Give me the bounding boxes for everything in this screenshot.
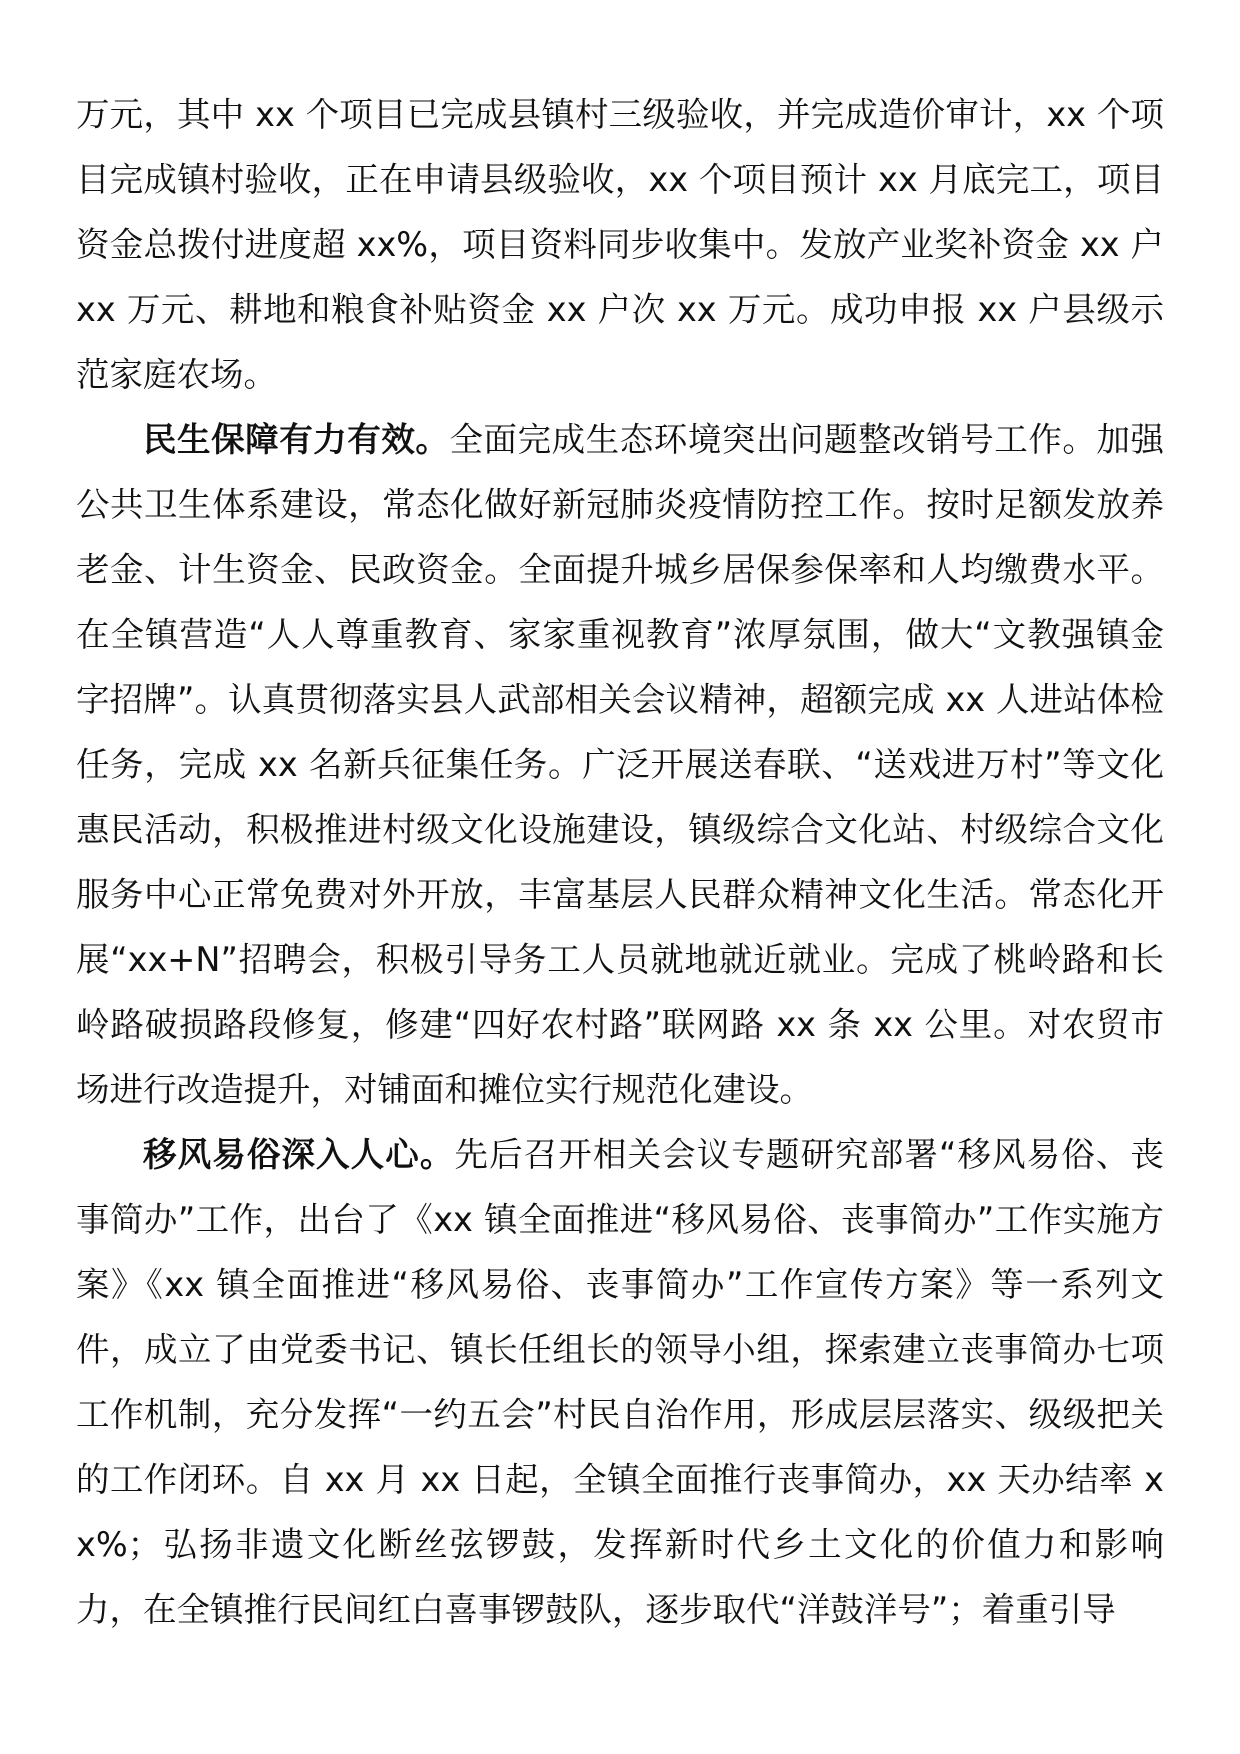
paragraph-customs-heading: 移风易俗深入人心。: [143, 1135, 455, 1174]
paragraph-customs-text: 先后召开相关会议专题研究部署“移风易俗、丧事简办”工作，出台了《xx 镇全面推进“移风易俗、丧事简办”工作实施方案》《xx 镇全面推进“移风易俗、丧事简办”工作宣传方案》等一系列文件，成立了由党委书记、镇长任组长的领导小组，探索建立丧事简办七项工作机制，充分发挥“一约五会”村民自治作用，形成层层落实、级级把关的工作闭环。自 xx 月 xx 日起，全镇全面推行丧事简办，xx 天办结率 xx%；弘扬非遗文化断丝弦锣鼓，发挥新时代乡土文化的价值力和影响力，在全镇推行民间红白喜事锣鼓队，逐步取代“洋鼓洋号”；着重引导: [76, 1135, 1165, 1629]
document-page: [76, 82, 1164, 1642]
paragraph-livelihood-text: 全面完成生态环境突出问题整改销号工作。加强公共卫生体系建设，常态化做好新冠肺炎疫情防控工作。按时足额发放养老金、计生资金、民政资金。全面提升城乡居保参保率和人均缴费水平。在全镇营造“人人尊重教育、家家重视教育”浓厚氛围，做大“文教强镇金字招牌”。认真贯彻落实县人武部相关会议精神，超额完成 xx 人进站体检任务，完成 xx 名新兵征集任务。广泛开展送春联、“送戏进万村”等文化惠民活动，积极推进村级文化设施建设，镇级综合文化站、村级综合文化服务中心正常免费对外开放，丰富基层人民群众精神文化生活。常态化开展“xx+N”招聘会，积极引导务工人员就地就近就业。完成了桃岭路和长岭路破损路段修复，修建“四好农村路”联网路 xx 条 xx 公里。对农贸市场进行改造提升，对铺面和摊位实行规范化建设。: [76, 420, 1165, 1109]
paragraph-livelihood: [76, 407, 1164, 1122]
paragraph-projects-text: 万元，其中 xx 个项目已完成县镇村三级验收，并完成造价审计，xx 个项目完成镇村验收，正在申请县级验收，xx 个项目预计 xx 月底完工，项目资金总拨付进度超 xx%，项目资料同步收集中。发放产业奖补资金 xx 户 xx 万元、耕地和粮食补贴资金 xx 户次 xx 万元。成功申报 xx 户县级示范家庭农场。: [76, 95, 1164, 394]
paragraph-projects: [76, 82, 1164, 407]
paragraph-livelihood-heading: 民生保障有力有效。: [143, 420, 450, 459]
paragraph-customs: [76, 1122, 1164, 1642]
